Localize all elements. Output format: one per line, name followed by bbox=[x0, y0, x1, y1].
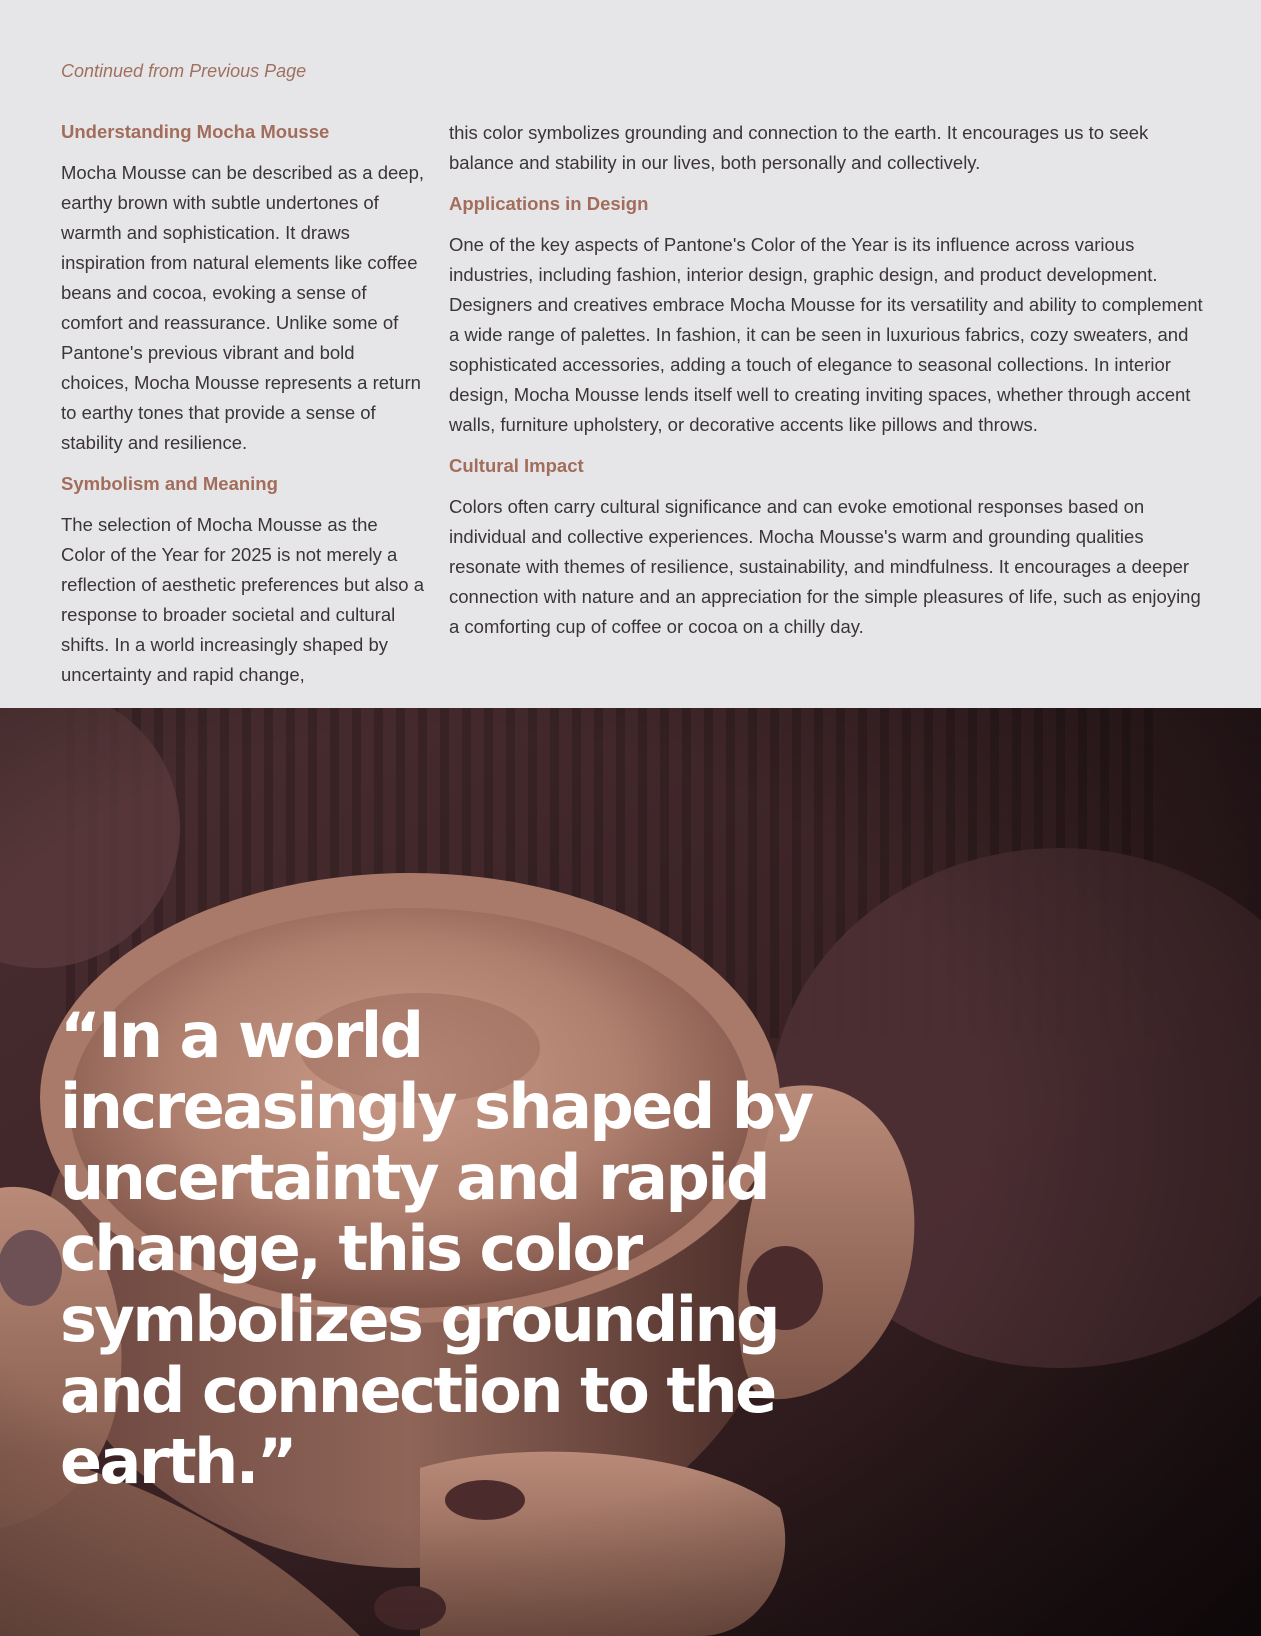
section-body-cultural-impact: Colors often carry cultural significance and can evoke emotional responses based on individual and collective experiences. Mocha Mousse's warm and grounding qualities resonate with themes of resilience, sustainability, and mindfulness. It encourages a deeper connection with nature and an appreciation for the simple pleasures of life, such as enjoying a comforting cup of coffee or cocoa on a chilly day. bbox=[449, 496, 1201, 637]
section-body-applications: One of the key aspects of Pantone's Color of the Year is its influence across various industries, including fashion, interior design, graphic design, and product development. Designers and creatives embrace Mocha Mousse for its versatility and ability to complement a wide range of palettes. In fashion, it can be seen in luxurious fabrics, cozy sweaters, and sophisticated accessories, adding a touch of elegance to seasonal collections. In interior design, Mocha Mousse lends itself well to creating inviting spaces, whether through accent walls, furniture upholstery, or decorative accents like pillows and throws. bbox=[449, 234, 1203, 435]
left-column bbox=[61, 118, 426, 702]
section-body-symbolism: The selection of Mocha Mousse as the Color of the Year for 2025 is not merely a reflection of aesthetic preferences but also a response to broader societal and cultural shifts. In a world increasingly shaped by uncertainty and rapid change, bbox=[61, 514, 425, 685]
section-heading-symbolism: Symbolism and Meaning bbox=[61, 473, 278, 494]
section-heading-cultural-impact: Cultural Impact bbox=[449, 455, 584, 476]
section-heading-understanding: Understanding Mocha Mousse bbox=[61, 121, 330, 142]
symbolism-continuation: this color symbolizes grounding and connection to the earth. It encourages us to seek balance and stability in our lives, both personally and collectively. bbox=[449, 122, 1149, 173]
right-column bbox=[449, 118, 1209, 654]
pull-quote: “In a world increasingly shaped by uncertainty and rapid change, this color symbolizes grounding and connection to the earth.” bbox=[60, 999, 812, 1498]
section-body-understanding: Mocha Mousse can be described as a deep, earthy brown with subtle undertones of warmth and sophistication. It draws inspiration from natural elements like coffee beans and cocoa, evoking a sense of comfort and reassurance. Unlike some of Pantone's previous vibrant and bold choices, Mocha Mousse represents a return to earthy tones that provide a sense of stability and resilience. bbox=[61, 162, 425, 453]
section-heading-applications: Applications in Design bbox=[449, 193, 649, 214]
continued-note: Continued from Previous Page bbox=[61, 61, 307, 81]
article-text-area bbox=[0, 0, 1261, 708]
